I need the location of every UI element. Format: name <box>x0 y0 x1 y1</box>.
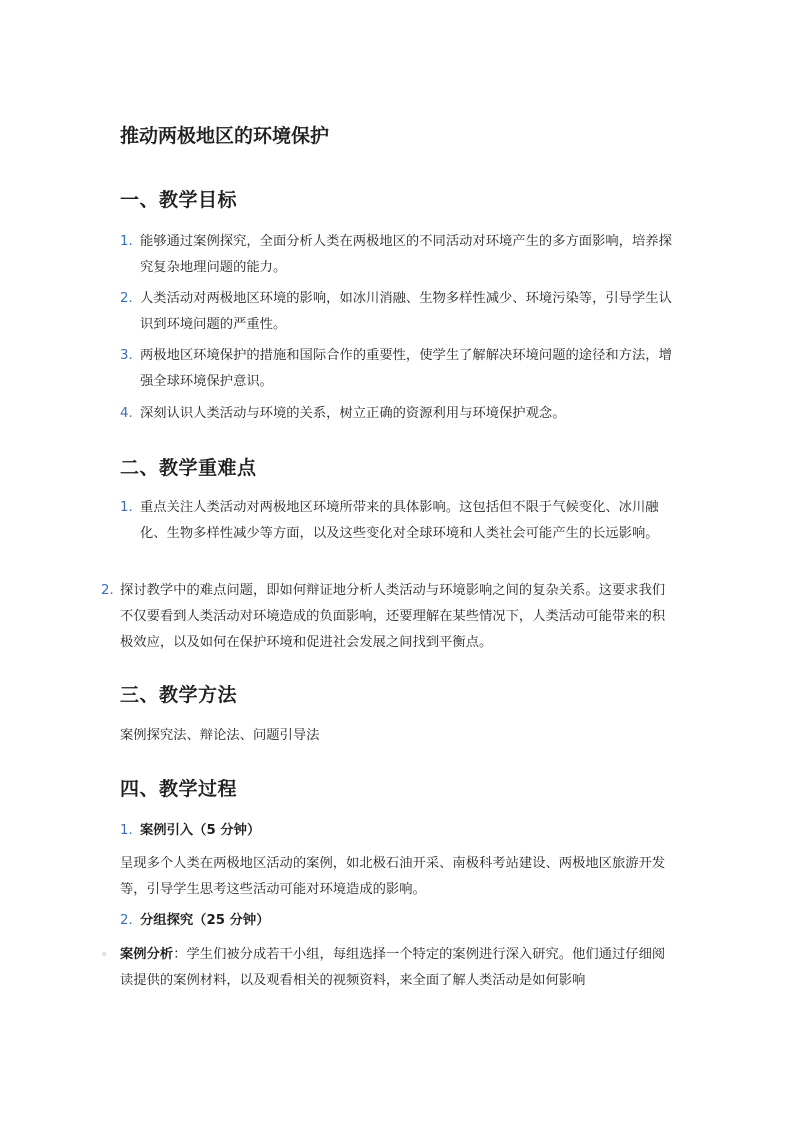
process-step <box>120 908 676 934</box>
document-title: 推动两极地区的环境保护 <box>120 125 330 147</box>
section-heading-difficulties: 二、教学重难点 <box>120 457 257 479</box>
list-item <box>120 401 676 427</box>
list-number: 1. <box>120 500 133 515</box>
list-item <box>101 578 677 656</box>
list-number: 3. <box>120 348 133 363</box>
list-item-text: 重点关注人类活动对两极地区环境所带来的具体影响。这包括但不限于气候变化、冰川融化、生物多样性减少等方面，以及这些变化对全球环境和人类社会可能产生的长远影响。 <box>140 500 659 541</box>
list-item <box>120 229 676 281</box>
list-item-text: 人类活动对两极地区环境的影响，如冰川消融、生物多样性减少、环境污染等，引导学生认识到环境问题的严重性。 <box>140 291 672 332</box>
list-item <box>120 495 676 547</box>
list-number: 2. <box>101 583 114 598</box>
list-number: 2. <box>120 913 133 928</box>
process-step-label: 分组探究（25 分钟） <box>140 913 270 928</box>
bullet-marker-icon: ◦ <box>101 948 108 961</box>
bullet-label: 案例分析 <box>120 947 174 962</box>
methods-text: 案例探究法、辩论法、问题引导法 <box>120 728 320 743</box>
bullet-text: ：学生们被分成若干小组，每组选择一个特定的案例进行深入研究。他们通过仔细阅读提供的案例材料，以及观看相关的视频资料，来全面了解人类活动是如何影响 <box>120 947 666 988</box>
bullet-item <box>101 942 677 994</box>
list-number: 2. <box>120 291 133 306</box>
list-number: 4. <box>120 406 133 421</box>
list-number: 1. <box>120 234 133 249</box>
process-step-text: 呈现多个人类在两极地区活动的案例，如北极石油开采、南极科考站建设、两极地区旅游开发等，引导学生思考这些活动可能对环境造成的影响。 <box>120 856 666 897</box>
bullet-text-container <box>120 942 677 994</box>
section-heading-methods: 三、教学方法 <box>120 684 238 706</box>
list-item <box>120 286 676 338</box>
section-heading-process: 四、教学过程 <box>120 778 238 800</box>
list-number: 1. <box>120 823 133 838</box>
list-item <box>120 343 676 395</box>
process-step-label: 案例引入（5 分钟） <box>140 823 261 838</box>
process-step <box>120 818 676 844</box>
section-heading-goals: 一、教学目标 <box>120 189 238 211</box>
list-item-text: 能够通过案例探究，全面分析人类在两极地区的不同活动对环境产生的多方面影响，培养探究复杂地理问题的能力。 <box>140 234 672 275</box>
list-item-text: 两极地区环境保护的措施和国际合作的重要性，使学生了解解决环境问题的途径和方法，增强全球环境保护意识。 <box>140 348 672 389</box>
list-item-text: 探讨教学中的难点问题，即如何辩证地分析人类活动与环境影响之间的复杂关系。这要求我们不仅要看到人类活动对环境造成的负面影响，还要理解在某些情况下，人类活动可能带来的积极效应，以及如何在保护环境和促进社会发展之间找到平衡点。 <box>120 583 666 650</box>
list-item-text: 深刻认识人类活动与环境的关系，树立正确的资源利用与环境保护观念。 <box>140 406 566 421</box>
